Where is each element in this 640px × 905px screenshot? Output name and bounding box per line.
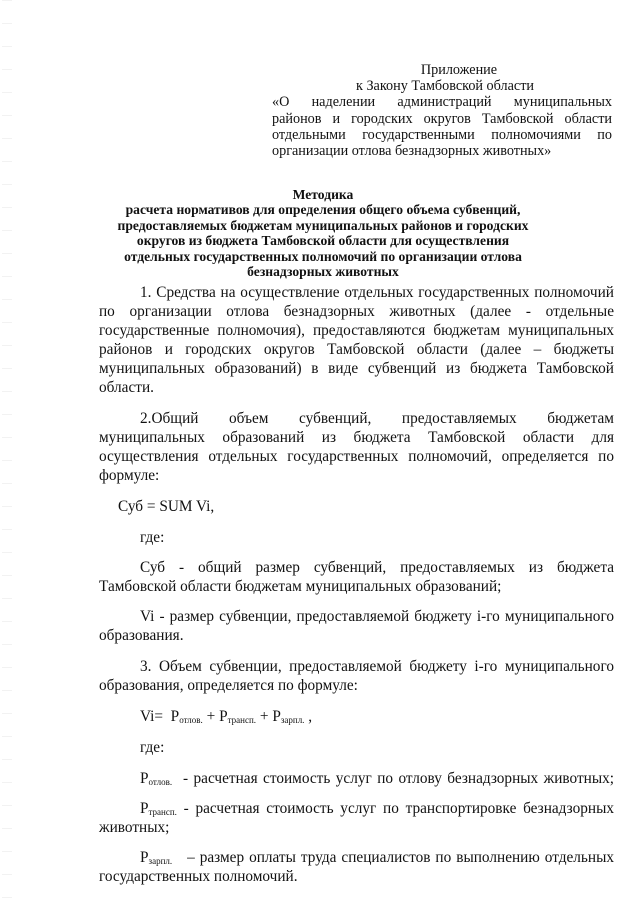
appendix-law-title-line: районов и городских округов Тамбовской области xyxy=(272,110,612,127)
subscript-transp: трансп. xyxy=(148,806,177,817)
text-line: 3. Объем субвенции, предоставляемой бюджету i-го муниципального xyxy=(140,657,614,675)
plus-sign: + xyxy=(259,707,269,725)
definition-sub xyxy=(99,558,614,596)
symbol-p: P xyxy=(140,769,149,787)
paragraph-1 xyxy=(99,283,614,398)
symbol-p: P xyxy=(170,707,180,725)
appendix-law-title-line: отдельными государственными полномочиями по xyxy=(272,126,612,143)
formula-line xyxy=(99,707,614,726)
formula-lhs: Vi= xyxy=(140,707,164,725)
title-heading: Методика xyxy=(292,187,354,202)
where-text: где: xyxy=(140,529,165,547)
text-line xyxy=(99,799,614,818)
formula-total xyxy=(99,497,614,516)
title-line: безнадзорных животных xyxy=(247,264,399,280)
where-label-1 xyxy=(99,528,614,547)
text-line: образования, определяется по формуле: xyxy=(99,676,358,694)
definition-text: - расчетная стоимость услуг по транспортировке безнадзорных xyxy=(183,799,614,817)
text-line: животных; xyxy=(99,819,170,837)
subscript-transp: трансп. xyxy=(227,714,257,725)
paragraph-3 xyxy=(99,657,614,695)
text-line: области. xyxy=(99,379,154,397)
appendix-label: Приложение xyxy=(420,62,498,78)
text-line: Vi - размер субвенции, предоставляемой бюджету i-го муниципального xyxy=(140,608,614,626)
text-line: Тамбовской области бюджетам муниципальных образований; xyxy=(99,578,502,596)
paragraph-2 xyxy=(99,409,614,485)
text-line: государственных полномочий. xyxy=(99,868,298,886)
definition-p-otlov xyxy=(99,769,614,788)
appendix-law-title-line: «О наделении администраций муниципальных xyxy=(272,94,612,111)
text-line xyxy=(99,848,614,867)
formula-text: Суб = SUM Vi, xyxy=(118,497,215,515)
symbol-p: P xyxy=(219,707,228,725)
title-line: предоставляемых бюджетам муниципальных районов и городских xyxy=(117,217,529,233)
title-line: округов из бюджета Тамбовской области для осуществления xyxy=(136,233,510,249)
appendix-header xyxy=(272,62,612,159)
formula-vi xyxy=(99,707,614,726)
text-line: по организации отлова безнадзорных животных (далее - отдельные xyxy=(99,303,614,321)
appendix-law-ref: к Закону Тамбовской области xyxy=(356,78,534,95)
symbol-p: P xyxy=(140,849,149,867)
text-line: 1. Средства на осуществление отдельных государственных полномочий xyxy=(140,284,614,301)
text-line: образования. xyxy=(99,627,184,645)
where-label-2 xyxy=(99,738,614,757)
text-line: муниципальных образований) в виде субвенций из бюджета Тамбовской xyxy=(99,360,614,378)
text-line: государственные полномочия), предоставляются бюджетам муниципальных xyxy=(99,322,614,340)
text-line: Суб - общий размер субвенций, предоставляемых из бюджета xyxy=(140,559,614,577)
where-text: где: xyxy=(140,738,165,756)
definition-p-zarpl xyxy=(99,848,614,886)
text-line xyxy=(99,769,614,788)
subscript-zarpl: зарпл. xyxy=(280,714,305,725)
symbol-p: P xyxy=(140,799,149,817)
text-line: районов и городских округов Тамбовской области (далее – бюджеты xyxy=(99,341,614,359)
text-line: муниципальных образований из бюджета Тамбовской области для xyxy=(99,428,614,446)
symbol-p: P xyxy=(272,707,281,725)
text-line: осуществления отдельных государственных полномочий, определяется по xyxy=(99,447,614,465)
plus-sign: + xyxy=(206,707,216,725)
document-title xyxy=(96,187,550,279)
title-line: расчета нормативов для определения общего объема субвенций, xyxy=(125,202,521,218)
formula-comma: , xyxy=(308,707,313,725)
appendix-law-title-line: организации отлова безнадзорных животных» xyxy=(272,143,552,160)
scan-edge-artifact xyxy=(2,0,12,905)
subscript-zarpl: зарпл. xyxy=(148,856,173,867)
text-line: 2.Общий объем субвенций, предоставляемых бюджетам xyxy=(140,409,614,427)
definition-text: - расчетная стоимость услуг по отлову безнадзорных животных; xyxy=(182,769,614,787)
text-line: формуле: xyxy=(99,466,160,484)
definition-vi xyxy=(99,607,614,645)
document-body xyxy=(99,283,614,886)
definition-p-transp xyxy=(99,799,614,837)
subscript-otlov: отлов. xyxy=(179,714,203,725)
definition-text: – размер оплаты труда специалистов по выполнению отдельных xyxy=(187,849,614,867)
subscript-otlov: отлов. xyxy=(148,776,173,787)
title-line: отдельных государственных полномочий по организации отлова xyxy=(124,248,522,264)
